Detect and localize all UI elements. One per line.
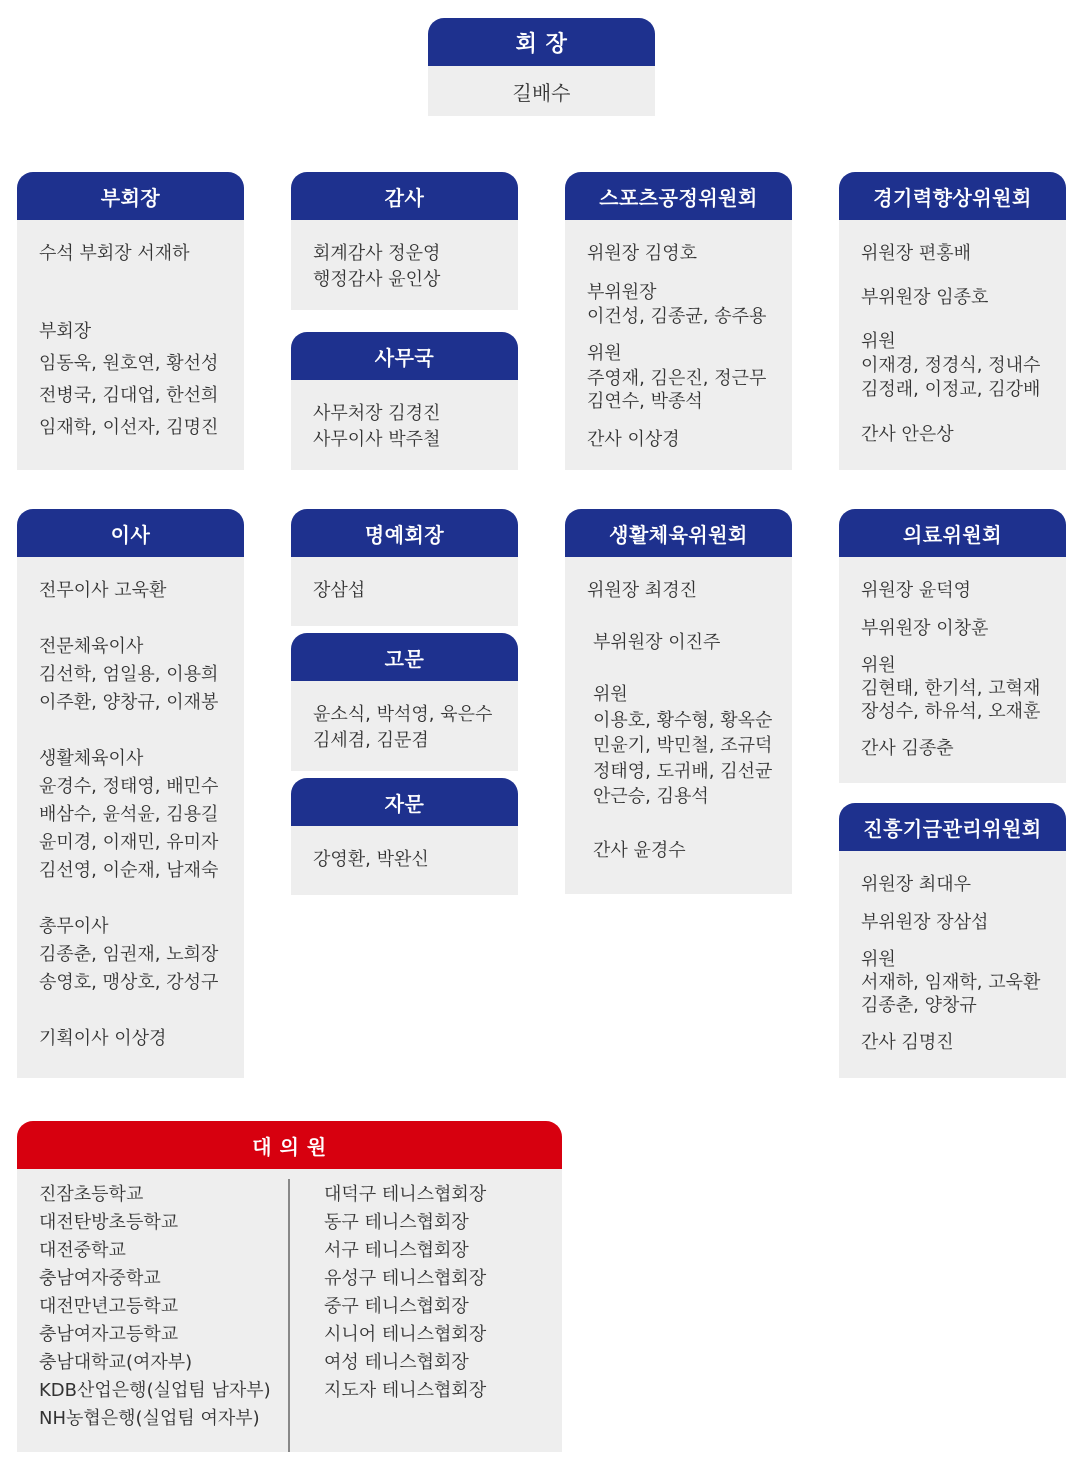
secretariat-header: 사무국 bbox=[291, 332, 518, 380]
secretariat-line: 사무처장 김경진 bbox=[313, 403, 441, 424]
fair-line: 김연수, 박종석 bbox=[587, 391, 703, 412]
perf-line: 간사 안은상 bbox=[861, 424, 954, 445]
consult-line: 강영환, 박완신 bbox=[313, 849, 429, 870]
directors-line: 이주환, 양창규, 이재봉 bbox=[39, 692, 219, 713]
secretariat-body bbox=[291, 380, 518, 470]
fund-line: 서재하, 임재학, 고욱환 bbox=[861, 972, 1041, 993]
life-sports-committee-body bbox=[565, 557, 792, 894]
delegate-right-item: 지도자 테니스협회장 bbox=[324, 1380, 487, 1401]
perf-line: 이재경, 정경식, 정내수 bbox=[861, 355, 1041, 376]
life-sports-committee-box bbox=[565, 509, 792, 894]
medical-line: 부위원장 이창훈 bbox=[861, 618, 989, 639]
delegate-left-item: 충남여자고등학교 bbox=[39, 1324, 179, 1345]
sports-fairness-committee-box bbox=[565, 172, 792, 470]
fair-line: 주영재, 김은진, 정근무 bbox=[587, 368, 767, 389]
delegate-right-item: 대덕구 테니스협회장 bbox=[324, 1184, 487, 1205]
directors-line: 생활체육이사 bbox=[39, 748, 144, 769]
delegates-header: 대 의 원 bbox=[17, 1121, 562, 1169]
president-name: 길배수 bbox=[512, 80, 571, 105]
delegate-left-item: 대전탄방초등학교 bbox=[39, 1212, 179, 1233]
audit-line: 행정감사 윤인상 bbox=[313, 269, 441, 290]
perf-line: 위원 bbox=[861, 331, 896, 352]
directors-line: 기획이사 이상경 bbox=[39, 1028, 167, 1049]
vice-president-box bbox=[17, 172, 244, 470]
honorary-president-header: 명예회장 bbox=[291, 509, 518, 557]
advisor-line: 윤소식, 박석영, 육은수 bbox=[313, 704, 493, 725]
delegate-right-item: 유성구 테니스협회장 bbox=[324, 1268, 487, 1289]
vice-line: 임동욱, 원호연, 황선성 bbox=[39, 353, 219, 374]
fund-line: 위원 bbox=[861, 949, 896, 970]
directors-line: 윤경수, 정태영, 배민수 bbox=[39, 776, 219, 797]
life-line: 간사 윤경수 bbox=[593, 840, 686, 861]
delegates-divider bbox=[288, 1179, 290, 1452]
medical-line: 김현태, 한기석, 고혁재 bbox=[861, 678, 1041, 699]
fund-line: 김종춘, 양창규 bbox=[861, 995, 977, 1016]
fund-committee-header: 진흥기금관리위원회 bbox=[839, 803, 1066, 851]
directors-header: 이사 bbox=[17, 509, 244, 557]
advisor-box bbox=[291, 633, 518, 771]
delegate-right-item: 동구 테니스협회장 bbox=[324, 1212, 469, 1233]
delegates-box bbox=[17, 1121, 562, 1452]
vice-president-header: 부회장 bbox=[17, 172, 244, 220]
fund-line: 부위원장 장삼섭 bbox=[861, 912, 989, 933]
vice-line: 임재학, 이선자, 김명진 bbox=[39, 417, 219, 438]
president-box bbox=[428, 18, 655, 116]
directors-line: 총무이사 bbox=[39, 916, 109, 937]
perf-line: 부위원장 임종호 bbox=[861, 287, 989, 308]
directors-box bbox=[17, 509, 244, 1078]
audit-line: 회계감사 정운영 bbox=[313, 243, 441, 264]
fair-line: 간사 이상경 bbox=[587, 429, 680, 450]
vice-line: 부회장 bbox=[39, 321, 92, 342]
directors-line: 김선학, 엄일용, 이용희 bbox=[39, 664, 219, 685]
medical-line: 장성수, 하유석, 오재훈 bbox=[861, 701, 1041, 722]
medical-line: 위원장 윤덕영 bbox=[861, 580, 972, 601]
fund-line: 위원장 최대우 bbox=[861, 874, 972, 895]
life-line: 위원 bbox=[593, 684, 628, 705]
audit-box bbox=[291, 172, 518, 310]
medical-committee-header: 의료위원회 bbox=[839, 509, 1066, 557]
delegate-right-item: 서구 테니스협회장 bbox=[324, 1240, 469, 1261]
life-line: 부위원장 이진주 bbox=[593, 632, 721, 653]
sports-fairness-committee-header: 스포츠공정위원회 bbox=[565, 172, 792, 220]
medical-committee-body bbox=[839, 557, 1066, 783]
consultant-header: 자문 bbox=[291, 778, 518, 826]
perf-line: 위원장 편홍배 bbox=[861, 243, 972, 264]
directors-line: 전문체육이사 bbox=[39, 636, 144, 657]
secretariat-box bbox=[291, 332, 518, 470]
audit-body bbox=[291, 220, 518, 310]
delegates-body bbox=[17, 1169, 562, 1452]
delegate-left-item: KDB산업은행(실업팀 남자부) bbox=[39, 1380, 271, 1401]
advisor-line: 김세겸, 김문겸 bbox=[313, 730, 429, 751]
delegate-left-item: 충남대학교(여자부) bbox=[39, 1352, 193, 1373]
vice-line: 수석 부회장 서재하 bbox=[39, 243, 190, 264]
delegate-left-item: 대전중학교 bbox=[39, 1240, 126, 1261]
fund-committee-body bbox=[839, 851, 1066, 1078]
delegate-right-item: 시니어 테니스협회장 bbox=[324, 1324, 487, 1345]
directors-line: 배삼수, 윤석윤, 김용길 bbox=[39, 804, 219, 825]
fair-line: 부위원장 bbox=[587, 282, 657, 303]
performance-committee-body bbox=[839, 220, 1066, 470]
life-line: 민윤기, 박민철, 조규덕 bbox=[593, 735, 773, 756]
fund-committee-box bbox=[839, 803, 1066, 1078]
audit-header: 감사 bbox=[291, 172, 518, 220]
directors-line: 송영호, 맹상호, 강성구 bbox=[39, 972, 219, 993]
delegate-right-item: 여성 테니스협회장 bbox=[324, 1352, 469, 1373]
life-line: 안근승, 김용석 bbox=[593, 786, 709, 807]
life-sports-committee-header: 생활체육위원회 bbox=[565, 509, 792, 557]
secretariat-line: 사무이사 박주철 bbox=[313, 429, 441, 450]
directors-body bbox=[17, 557, 244, 1078]
life-line: 정태영, 도귀배, 김선균 bbox=[593, 761, 773, 782]
advisor-body bbox=[291, 681, 518, 771]
performance-committee-box bbox=[839, 172, 1066, 470]
advisor-header: 고문 bbox=[291, 633, 518, 681]
performance-committee-header: 경기력향상위원회 bbox=[839, 172, 1066, 220]
medical-committee-box bbox=[839, 509, 1066, 783]
fair-line: 위원 bbox=[587, 343, 622, 364]
directors-line: 김종춘, 임권재, 노희장 bbox=[39, 944, 219, 965]
perf-line: 김정래, 이정교, 김강배 bbox=[861, 379, 1041, 400]
honorary-president-box bbox=[291, 509, 518, 626]
fair-line: 이건성, 김종균, 송주용 bbox=[587, 306, 767, 327]
life-line: 위원장 최경진 bbox=[587, 580, 698, 601]
directors-line: 김선영, 이순재, 남재숙 bbox=[39, 860, 219, 881]
consultant-body bbox=[291, 826, 518, 895]
delegate-left-item: 충남여자중학교 bbox=[39, 1268, 161, 1289]
medical-line: 위원 bbox=[861, 655, 896, 676]
honorary-president-body bbox=[291, 557, 518, 626]
life-line: 이용호, 황수형, 황옥순 bbox=[593, 710, 773, 731]
delegate-left-item: NH농협은행(실업팀 여자부) bbox=[39, 1408, 260, 1429]
vice-president-body bbox=[17, 220, 244, 470]
honorary-line: 장삼섭 bbox=[313, 580, 366, 601]
delegate-right-item: 중구 테니스협회장 bbox=[324, 1296, 469, 1317]
medical-line: 간사 김종춘 bbox=[861, 738, 954, 759]
fair-line: 위원장 김영호 bbox=[587, 243, 698, 264]
sports-fairness-committee-body bbox=[565, 220, 792, 470]
fund-line: 간사 김명진 bbox=[861, 1032, 954, 1053]
delegate-left-item: 진잠초등학교 bbox=[39, 1184, 144, 1205]
directors-line: 윤미경, 이재민, 유미자 bbox=[39, 832, 219, 853]
president-header: 회 장 bbox=[428, 18, 655, 66]
vice-line: 전병국, 김대업, 한선희 bbox=[39, 385, 219, 406]
consultant-box bbox=[291, 778, 518, 895]
president-body bbox=[428, 66, 655, 116]
delegate-left-item: 대전만년고등학교 bbox=[39, 1296, 179, 1317]
directors-line: 전무이사 고욱환 bbox=[39, 580, 167, 601]
